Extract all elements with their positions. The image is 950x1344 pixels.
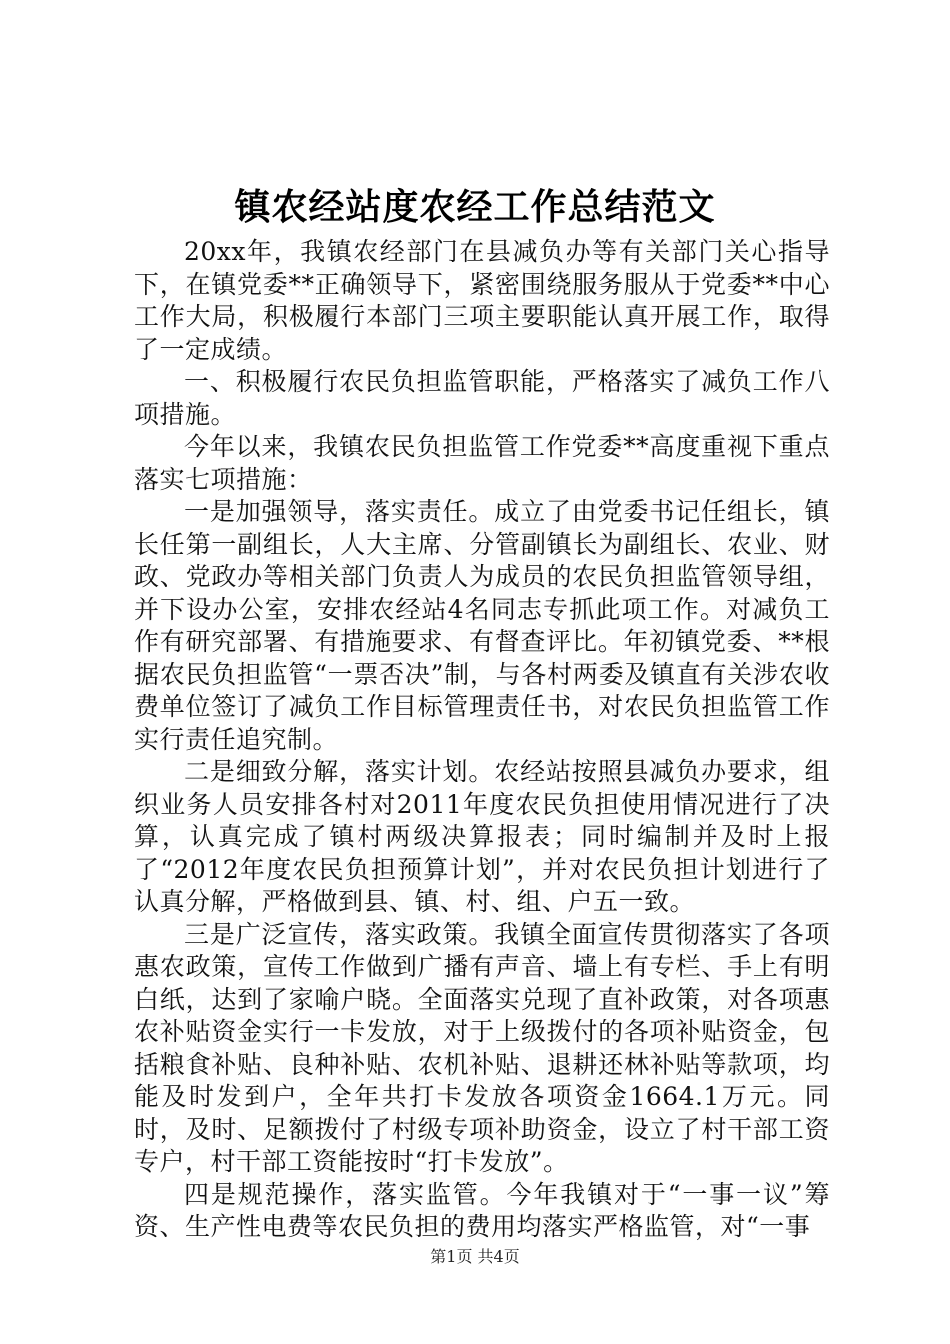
paragraph-measure-2: 二是细致分解，落实计划。农经站按照县减负办要求，组织业务人员安排各村对2011年度农民负担使用情况进行了决算，认真完成了镇村两级决算报表；同时编制并及时上报了“2012年度农民负担预算计划”，并对农民负担计划进行了认真分解，严格做到县、镇、村、组、户五一致。 (134, 757, 830, 916)
document-title: 镇农经站度农经工作总结范文 (234, 186, 716, 228)
document-body (134, 236, 830, 1244)
paragraph-measure-1: 一是加强领导，落实责任。成立了由党委书记任组长，镇长任第一副组长，人大主席、分管副镇长为副组长、农业、财政、党政办等相关部门负责人为成员的农民负担监管领导组，并下设办公室，安排农经站4名同志专抓此项工作。对减负工作有研究部署、有措施要求、有督查评比。年初镇党委、**根据农民负担监管“一票否决”制，与各村两委及镇直有关涉农收费单位签订了减负工作目标管理责任书，对农民负担监管工作实行责任追究制。 (134, 497, 830, 754)
paragraph-section-heading: 一、积极履行农民负担监管职能，严格落实了减负工作八项措施。 (134, 367, 830, 429)
page-number-footer: 第1页 共4页 (430, 1247, 520, 1266)
paragraph-intro: 20xx年，我镇农经部门在县减负办等有关部门关心指导下，在镇党委**正确领导下，紧密围绕服务服从于党委**中心工作大局，积极履行本部门三项主要职能认真开展工作，取得了一定成绩。 (134, 237, 830, 364)
paragraph-measures-intro: 今年以来，我镇农民负担监管工作党委**高度重视下重点落实七项措施： (134, 432, 830, 494)
paragraph-measure-4: 四是规范操作，落实监管。今年我镇对于“一事一议”筹资、生产性电费等农民负担的费用均落实严格监管，对“一事 (134, 1179, 830, 1241)
paragraph-measure-3: 三是广泛宣传，落实政策。我镇全面宣传贯彻落实了各项惠农政策，宣传工作做到广播有声音、墙上有专栏、手上有明白纸，达到了家喻户晓。全面落实兑现了直补政策，对各项惠农补贴资金实行一卡发放，对于上级拨付的各项补贴资金，包括粮食补贴、良种补贴、农机补贴、退耕还林补贴等款项，均能及时发到户，全年共打卡发放各项资金1664.1万元。同时，及时、足额拨付了村级专项补助资金，设立了村干部工资专户，村干部工资能按时“打卡发放”。 (134, 919, 830, 1176)
